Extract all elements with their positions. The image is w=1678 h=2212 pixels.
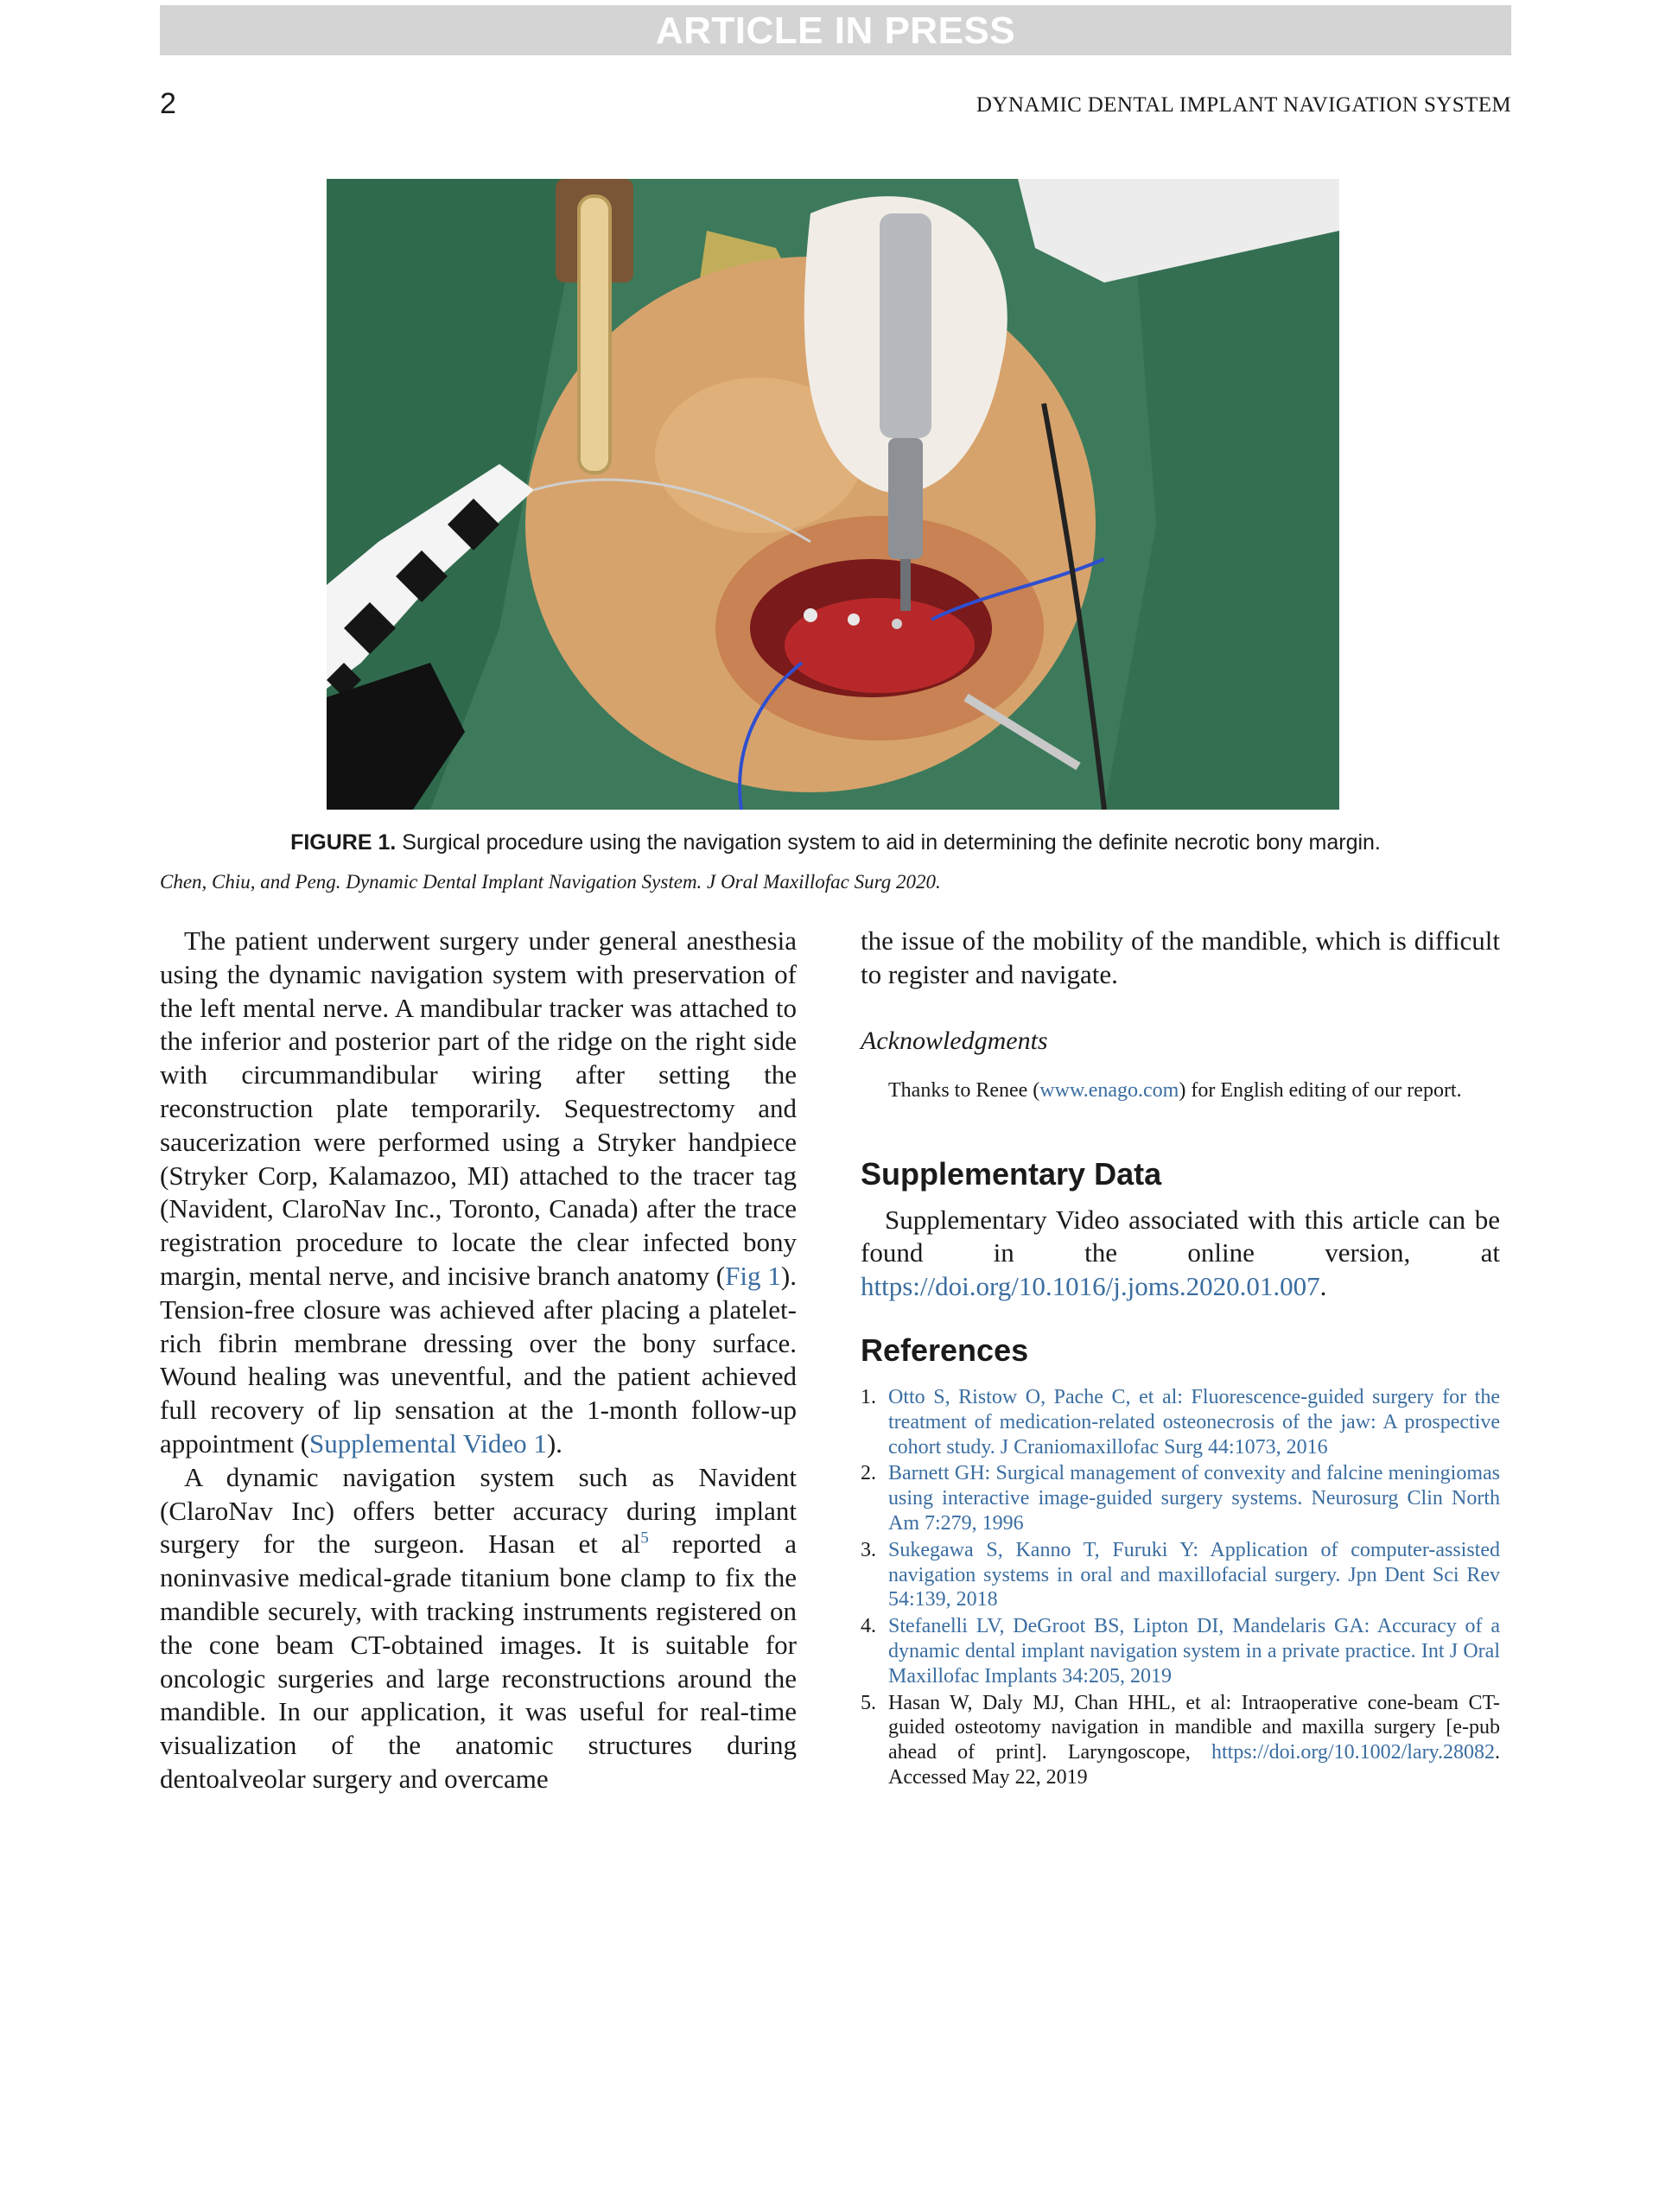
text-run: ) for English editing of our report.	[1179, 1078, 1462, 1102]
figure-caption	[160, 828, 1511, 857]
figure-credit: Chen, Chiu, and Peng. Dynamic Dental Implant Navigation System. J Oral Maxillofac Surg 2020.	[160, 871, 941, 893]
figure-1-photo	[327, 179, 1339, 810]
reference-link[interactable]: Stefanelli LV, DeGroot BS, Lipton DI, Mandelaris GA: Accuracy of a dynamic dental implant navigation system in a private practice. Int J Oral Maxillofac Implants 34:205, 2019	[888, 1615, 1500, 1688]
running-head: DYNAMIC DENTAL IMPLANT NAVIGATION SYSTEM	[976, 93, 1511, 117]
left-column	[160, 925, 797, 1796]
reference-item	[861, 1538, 1500, 1612]
reference-item	[861, 1691, 1500, 1790]
figure-label: FIGURE 1.	[290, 830, 397, 855]
text-run: .	[1319, 1271, 1327, 1302]
text-run: Supplementary Video associated with this article can be found in the online version, at	[861, 1204, 1500, 1268]
text-run: The patient underwent surgery under general anesthesia using the dynamic navigation system with preservation of the left mental nerve. A mandibular tracker was attached to the inferior and posterior part of the ridge on the right side with circummandibular wiring after setting the reconstruction plate temporarily. Sequestrectomy and saucerization were performed using a Stryker handpiece (Stryker Corp, Kalamazoo, MI) attached to the tracer tag (Navident, ClaroNav Inc., Toronto, Canada) after the trace registration procedure to locate the clear infected bony margin, mental nerve, and incisive branch anatomy (	[160, 925, 797, 1291]
article-in-press-banner: ARTICLE IN PRESS	[160, 5, 1511, 55]
paragraph-continuation: the issue of the mobility of the mandible, which is difficult to register and navigate.	[861, 925, 1500, 989]
laryngoscope-doi-link[interactable]: https://doi.org/10.1002/lary.28082	[1211, 1741, 1495, 1764]
reference-number: 5.	[861, 1691, 876, 1714]
text-run: Hasan W, Daly MJ, Chan HHL, et al: Intraoperative cone-beam CT-guided osteotomy navigation in mandible and maxilla surgery [e-pub ahead of print]. Laryngoscope,	[888, 1691, 1500, 1764]
text-run: ).	[546, 1427, 563, 1459]
fig-1-link[interactable]: Fig 1	[725, 1260, 781, 1291]
paragraph-surgery	[160, 925, 797, 1461]
reference-link[interactable]: Barnett GH: Surgical management of convexity and falcine meningiomas using interactive image-guided surgery systems. Neurosurg Clin North Am 7:279, 1996	[888, 1462, 1500, 1535]
supplementary-data-heading: Supplementary Data	[861, 1155, 1162, 1192]
reference-link[interactable]: Sukegawa S, Kanno T, Furuki Y: Application of computer-assisted navigation systems in oral and maxillofacial surgery. Jpn Dent Sci Rev 54:139, 2018	[888, 1538, 1500, 1611]
text-run: Thanks to Renee (	[888, 1078, 1040, 1102]
enago-link[interactable]: www.enago.com	[1039, 1078, 1179, 1102]
reference-number: 4.	[861, 1615, 876, 1638]
supplemental-video-link[interactable]: Supplemental Video 1	[309, 1427, 547, 1459]
acknowledgments-heading: Acknowledgments	[861, 1026, 1048, 1055]
reference-number: 3.	[861, 1538, 876, 1561]
reference-5-citation[interactable]: 5	[640, 1529, 649, 1548]
reference-list	[861, 1385, 1500, 1790]
reference-item	[861, 1614, 1500, 1688]
reference-number: 2.	[861, 1462, 876, 1485]
reference-item	[861, 1461, 1500, 1535]
reference-item	[861, 1385, 1500, 1459]
text-run: ). Tension-free closure was achieved after placing a platelet-rich fibrin membrane dressing over the bony surface. Wound healing was uneventful, and the patient achieved full recovery of lip sensation at the 1-month follow-up appointment (	[160, 1260, 797, 1459]
page-number: 2	[160, 87, 176, 120]
paragraph-navigation	[160, 1461, 797, 1796]
figure-caption-text: Surgical procedure using the navigation system to aid in determining the definite necrotic bony margin.	[402, 830, 1381, 855]
text-run: A dynamic navigation system such as Navident (ClaroNav Inc) offers better accuracy during implant surgery for the surgeon. Hasan et al	[160, 1461, 797, 1560]
text-run: . Accessed May 22, 2019	[888, 1741, 1500, 1789]
references-heading: References	[861, 1332, 1029, 1368]
reference-number: 1.	[861, 1385, 876, 1408]
reference-link[interactable]: Otto S, Ristow O, Pache C, et al: Fluorescence-guided surgery for the treatment of medication-related osteonecrosis of the jaw: A prospective cohort study. J Craniomaxillofac Surg 44:1073, 2016	[888, 1385, 1500, 1459]
supplementary-text	[861, 1204, 1500, 1304]
text-run: reported a noninvasive medical-grade titanium bone clamp to fix the mandible securely, with tracking instruments registered on the cone beam CT-obtained images. It is suitable for oncologic surgeries and large reconstructions around the mandible. In our application, it was useful for real-time visualization of the anatomic structures during dentoalveolar surgery and overcame	[160, 1529, 797, 1794]
right-column	[861, 925, 1500, 1792]
doi-link[interactable]: https://doi.org/10.1016/j.joms.2020.01.007	[861, 1271, 1320, 1302]
acknowledgments-text	[888, 1078, 1500, 1103]
